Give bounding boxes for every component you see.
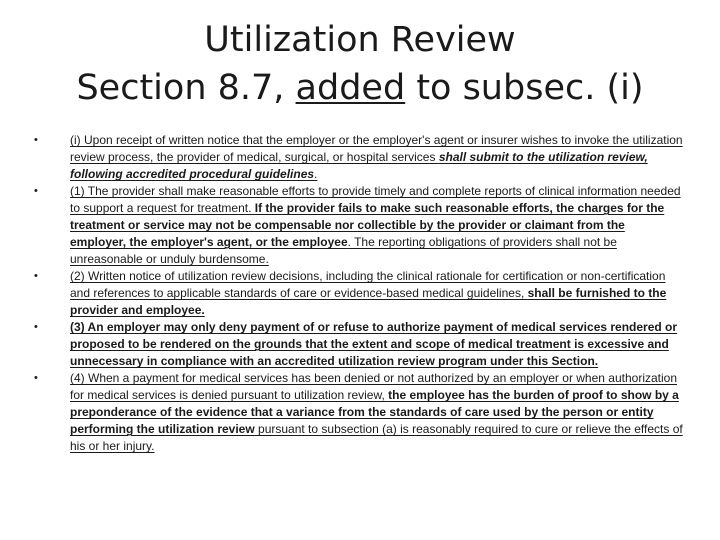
bullet-marker: • [34,321,38,333]
bullet-marker: • [34,134,38,146]
bullet-text-plain: pursuant to subsection (a) is reasonably required to cure or relieve the effects of his or her injury. [70,422,683,453]
bullet-text-plain: (1) The provider shall make reasonable efforts to provide timely and complete reports of clinical information needed to support a request for treatment. [70,184,681,215]
bullet-list [34,132,684,455]
bullet-text [70,269,666,317]
bullet-marker: • [34,270,38,282]
title-line-2 [0,64,720,112]
bullet-text-plain: (4) When a payment for medical services has been denied or not authorized by an employer or when authorization for medical services is denied pursuant to utilization review, [70,371,678,402]
bullet-item-1 [34,183,684,268]
bullet-text-bold: shall be furnished to the provider and employee. [70,286,667,317]
bullet-text [70,133,683,181]
bullet-text [70,320,677,368]
bullet-item-2 [34,268,684,319]
bullet-text-bold: the employee has the burden of proof to show by a preponderance of the evidence that a variance from the standards of care used by the person or entity performing the utilization review [70,388,679,436]
bullet-item-3 [34,319,684,370]
bullet-text [70,371,683,453]
bullet-text-bold-italic: shall submit to the utilization review, following accredited procedural guidelines [70,150,648,181]
bullet-text-plain: . [314,167,318,181]
bullet-text-plain: . The reporting obligations of providers shall not be unreasonable or unduly burdensome. [70,235,617,266]
title-line-1: Utilization Review [204,20,516,60]
title-line-2-prefix: Section 8.7, [76,68,296,108]
bullet-text-plain: (i) Upon receipt of written notice that the employer or the employer's agent or insurer wishes to invoke the utilization review process, the provider of medical, surgical, or hospital services [70,133,683,164]
bullet-marker: • [34,372,38,384]
slide-title [0,16,720,112]
bullet-marker: • [34,185,38,197]
bullet-text [70,184,681,266]
title-line-2-suffix: to subsec. (i) [405,68,644,108]
bullet-text-bold: (3) An employer may only deny payment of or refuse to authorize payment of medical services rendered or proposed to be rendered on the grounds that the extent and scope of medical treatment is excessive and unnecessary in compliance with an accredited utilization review program under this Section. [70,320,678,368]
bullet-item-i [34,132,684,183]
title-added-word: added [295,68,406,108]
bullet-text-plain: (2) Written notice of utilization review decisions, including the clinical rationale for certification or non-certification and references to applicable standards of care or evidence-based medical guidelines, [70,269,666,300]
bullet-text-bold: If the provider fails to make such reasonable efforts, the charges for the treatment or service may not be compensable nor collectible by the provider or claimant from the employer, the employer's agent, or the employee [70,201,665,249]
bullet-item-4 [34,370,684,455]
